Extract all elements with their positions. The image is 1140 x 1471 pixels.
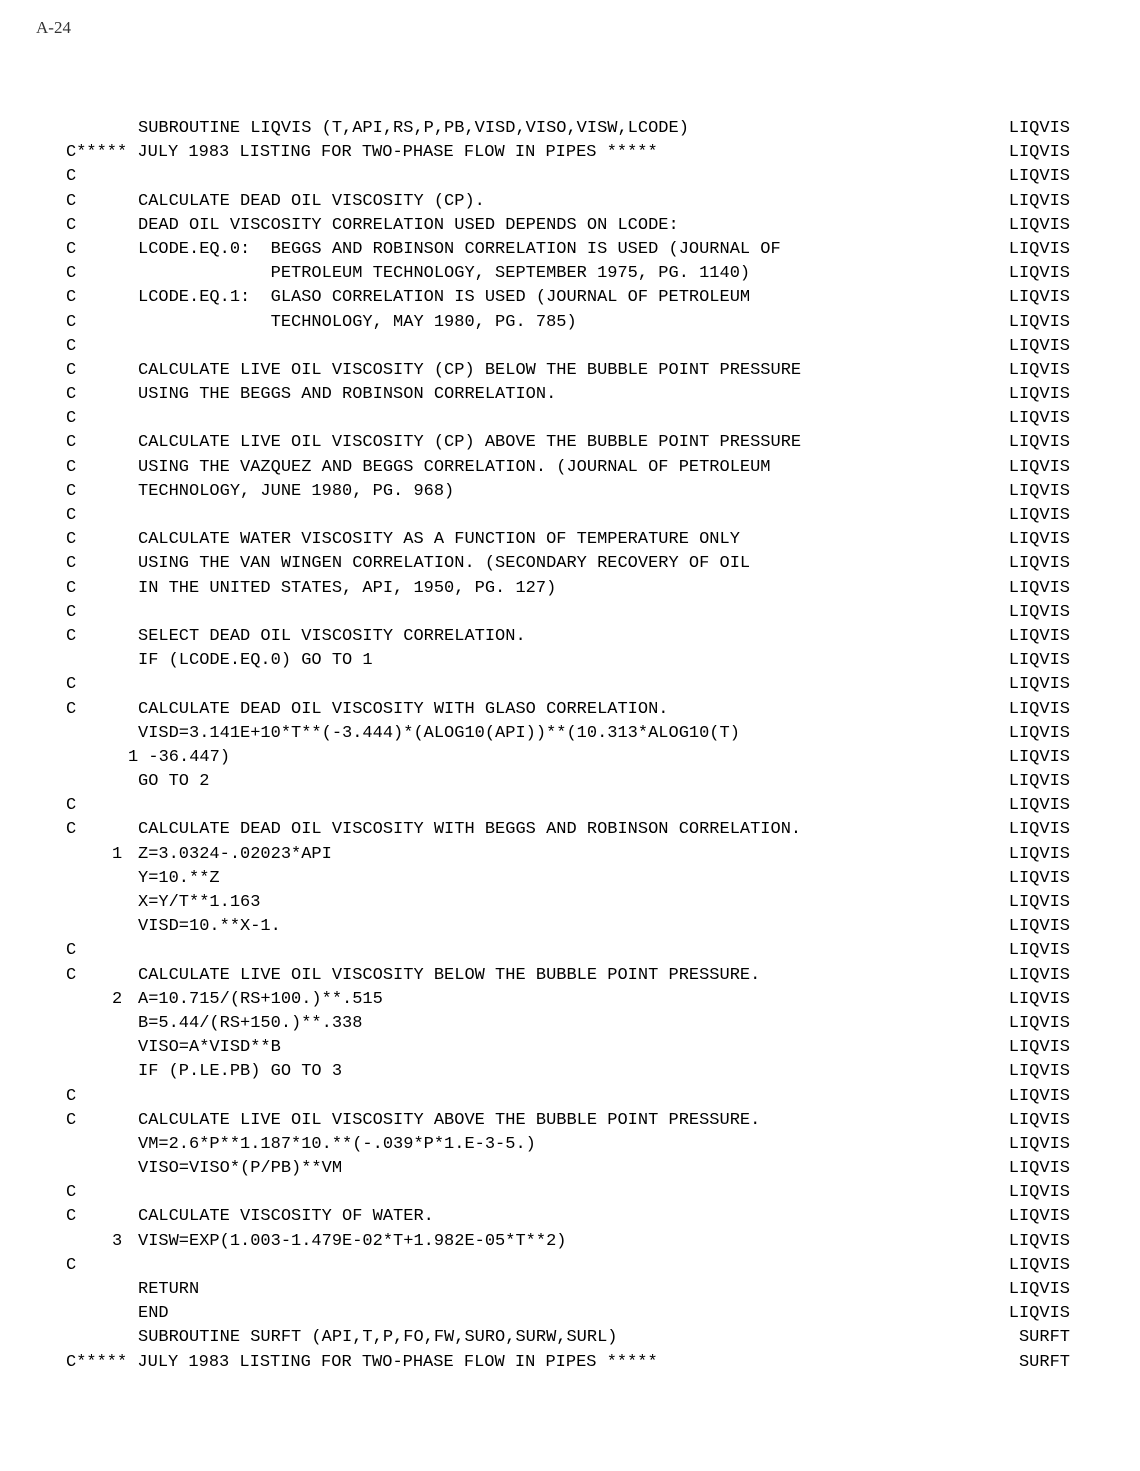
code-line	[0, 456, 1140, 480]
code-text: LCODE.EQ.0: BEGGS AND ROBINSON CORRELATION IS USED (JOURNAL OF	[138, 239, 781, 259]
code-line	[0, 238, 1140, 262]
sequence-id: LIQVIS	[1008, 506, 1070, 525]
code-line	[0, 891, 1140, 915]
code-line	[0, 311, 1140, 335]
code-line	[0, 286, 1140, 310]
code-text: USING THE VAN WINGEN CORRELATION. (SECONDARY RECOVERY OF OIL	[138, 554, 751, 574]
sequence-id: LIQVIS	[1008, 143, 1070, 163]
comment-marker: C	[66, 264, 77, 284]
sequence-id: LIQVIS	[1008, 264, 1070, 284]
code-text: TECHNOLOGY, JUNE 1980, PG. 968)	[138, 481, 455, 501]
code-line	[0, 383, 1140, 407]
code-line	[0, 190, 1140, 214]
code-line	[0, 552, 1140, 576]
code-line	[0, 262, 1140, 286]
sequence-id: LIQVIS	[1008, 312, 1070, 332]
code-text: VISO=VISO*(P/PB)**VM	[138, 1159, 343, 1179]
code-text: A=10.715/(RS+100.)**.515	[138, 989, 383, 1009]
code-text: SELECT DEAD OIL VISCOSITY CORRELATION.	[138, 626, 526, 646]
page-number: A-24	[36, 18, 71, 37]
comment-marker: C	[66, 965, 77, 985]
sequence-id: LIQVIS	[1008, 433, 1070, 453]
comment-marker: C	[66, 433, 77, 453]
code-line	[0, 1278, 1140, 1302]
code-text: CALCULATE DEAD OIL VISCOSITY (CP).	[138, 191, 485, 211]
code-line	[0, 1326, 1140, 1350]
code-text: CALCULATE LIVE OIL VISCOSITY ABOVE THE BUBBLE POINT PRESSURE.	[138, 1110, 761, 1130]
code-line	[0, 867, 1140, 891]
sequence-id: LIQVIS	[1008, 1304, 1070, 1324]
sequence-id: LIQVIS	[1008, 1207, 1070, 1227]
code-line	[0, 1060, 1140, 1084]
sequence-id: LIQVIS	[1008, 119, 1070, 138]
comment-marker: C	[66, 796, 77, 816]
code-line	[0, 698, 1140, 722]
sequence-id: LIQVIS	[1008, 1086, 1070, 1106]
code-line	[0, 1254, 1140, 1278]
sequence-id: LIQVIS	[1008, 288, 1070, 308]
comment-marker: C	[66, 626, 77, 646]
comment-marker: C	[66, 167, 77, 187]
comment-marker: C	[66, 360, 77, 380]
code-text: VISW=EXP(1.003-1.479E-02*T+1.982E-05*T**2)	[138, 1231, 567, 1251]
comment-marker: C	[66, 1207, 77, 1227]
code-line	[0, 1351, 1140, 1375]
statement-label: 3	[112, 1231, 123, 1251]
code-text: CALCULATE WATER VISCOSITY AS A FUNCTION OF TEMPERATURE ONLY	[138, 530, 740, 550]
sequence-id: LIQVIS	[1008, 651, 1070, 671]
sequence-id: LIQVIS	[1008, 578, 1070, 598]
sequence-id: LIQVIS	[1008, 796, 1070, 816]
sequence-id: LIQVIS	[1008, 1183, 1070, 1203]
sequence-id: LIQVIS	[1008, 1013, 1070, 1033]
code-line	[0, 673, 1140, 697]
code-line	[0, 1157, 1140, 1181]
comment-marker: C	[66, 554, 77, 574]
sequence-id: LIQVIS	[1008, 360, 1070, 380]
comment-marker: C	[66, 530, 77, 550]
code-text: DEAD OIL VISCOSITY CORRELATION USED DEPENDS ON LCODE:	[138, 215, 679, 235]
code-listing	[0, 117, 1140, 1375]
code-text: Z=3.0324-.02023*API	[138, 844, 332, 864]
code-text: VISD=10.**X-1.	[138, 917, 281, 937]
sequence-id: LIQVIS	[1008, 602, 1070, 622]
code-text: IF (LCODE.EQ.0) GO TO 1	[138, 651, 373, 671]
code-text: CALCULATE LIVE OIL VISCOSITY (CP) ABOVE THE BUBBLE POINT PRESSURE	[138, 433, 802, 453]
sequence-id: LIQVIS	[1008, 336, 1070, 356]
code-text: X=Y/T**1.163	[138, 893, 261, 912]
sequence-id: LIQVIS	[1008, 893, 1070, 912]
sequence-id: LIQVIS	[1008, 1159, 1070, 1179]
code-text: TECHNOLOGY, MAY 1980, PG. 785)	[138, 312, 577, 332]
code-text: END	[138, 1304, 169, 1324]
comment-marker: C	[66, 699, 77, 719]
code-line	[0, 770, 1140, 794]
continuation-line: 1 -36.447)	[128, 747, 231, 767]
sequence-id: LIQVIS	[1008, 844, 1070, 864]
sequence-id: LIQVIS	[1008, 917, 1070, 937]
statement-label: 1	[112, 844, 123, 864]
code-line	[0, 843, 1140, 867]
code-line	[0, 214, 1140, 238]
code-text: USING THE BEGGS AND ROBINSON CORRELATION.	[138, 385, 557, 405]
sequence-id: LIQVIS	[1008, 554, 1070, 574]
code-line	[0, 964, 1140, 988]
code-line	[0, 528, 1140, 552]
comment-marker: C	[66, 1110, 77, 1130]
code-text: CALCULATE LIVE OIL VISCOSITY (CP) BELOW THE BUBBLE POINT PRESSURE	[138, 360, 802, 380]
comment-marker: C	[66, 941, 77, 961]
code-line	[0, 1230, 1140, 1254]
sequence-id: LIQVIS	[1008, 1134, 1070, 1154]
code-text: VM=2.6*P**1.187*10.**(-.039*P*1.E-3-5.)	[138, 1134, 536, 1154]
sequence-id: LIQVIS	[1008, 1231, 1070, 1251]
code-text: LCODE.EQ.1: GLASO CORRELATION IS USED (JOURNAL OF PETROLEUM	[138, 288, 751, 308]
comment-marker: C	[66, 820, 77, 840]
sequence-id: LIQVIS	[1008, 772, 1070, 792]
sequence-id: LIQVIS	[1008, 530, 1070, 550]
comment-marker: C	[66, 506, 77, 525]
sequence-id: LIQVIS	[1008, 868, 1070, 888]
code-text: USING THE VAZQUEZ AND BEGGS CORRELATION. (JOURNAL OF PETROLEUM	[138, 457, 771, 477]
code-line	[0, 818, 1140, 842]
code-line	[0, 939, 1140, 963]
comment-marker: C	[66, 481, 77, 501]
sequence-id: LIQVIS	[1008, 965, 1070, 985]
code-text: RETURN	[138, 1280, 200, 1299]
code-text: B=5.44/(RS+150.)**.338	[138, 1013, 363, 1033]
code-line	[0, 794, 1140, 818]
code-line	[0, 407, 1140, 431]
sequence-id: LIQVIS	[1008, 1062, 1070, 1082]
code-text: CALCULATE DEAD OIL VISCOSITY WITH BEGGS AND ROBINSON CORRELATION.	[138, 820, 802, 840]
code-line	[0, 601, 1140, 625]
code-line	[0, 1036, 1140, 1060]
code-text: SUBROUTINE LIQVIS (T,API,RS,P,PB,VISD,VISO,VISW,LCODE)	[138, 119, 689, 138]
comment-marker: C***** JULY 1983 LISTING FOR TWO-PHASE FLOW IN PIPES *****	[66, 1352, 658, 1372]
code-line	[0, 1205, 1140, 1229]
sequence-id: SURFT	[1018, 1328, 1070, 1348]
comment-marker: C	[66, 602, 77, 622]
sequence-id: LIQVIS	[1008, 820, 1070, 840]
code-text: SUBROUTINE SURFT (API,T,P,FO,FW,SURO,SURW,SURL)	[138, 1328, 618, 1348]
code-line	[0, 625, 1140, 649]
code-text: IF (P.LE.PB) GO TO 3	[138, 1062, 343, 1082]
sequence-id: LIQVIS	[1008, 1280, 1070, 1299]
sequence-id: LIQVIS	[1008, 1255, 1070, 1275]
comment-marker: C	[66, 385, 77, 405]
comment-marker: C	[66, 1255, 77, 1275]
comment-marker: C	[66, 675, 77, 695]
code-line	[0, 359, 1140, 383]
code-text: VISO=A*VISD**B	[138, 1038, 281, 1058]
code-line	[0, 431, 1140, 455]
code-line	[0, 915, 1140, 939]
comment-marker: C	[66, 336, 77, 356]
code-line	[0, 117, 1140, 141]
sequence-id: LIQVIS	[1008, 723, 1070, 743]
code-line	[0, 1133, 1140, 1157]
code-line	[0, 722, 1140, 746]
code-line	[0, 165, 1140, 189]
code-line	[0, 988, 1140, 1012]
code-line	[0, 1181, 1140, 1205]
code-text: CALCULATE VISCOSITY OF WATER.	[138, 1207, 434, 1227]
comment-marker: C	[66, 288, 77, 308]
sequence-id: LIQVIS	[1008, 481, 1070, 501]
comment-marker: C***** JULY 1983 LISTING FOR TWO-PHASE FLOW IN PIPES *****	[66, 143, 658, 163]
code-line	[0, 504, 1140, 528]
sequence-id: LIQVIS	[1008, 1038, 1070, 1058]
code-line	[0, 480, 1140, 504]
comment-marker: C	[66, 1086, 77, 1106]
code-text: VISD=3.141E+10*T**(-3.444)*(ALOG10(API))**(10.313*ALOG10(T)	[138, 723, 740, 743]
statement-label: 2	[112, 989, 123, 1009]
sequence-id: LIQVIS	[1008, 747, 1070, 767]
code-line	[0, 746, 1140, 770]
comment-marker: C	[66, 239, 77, 259]
sequence-id: LIQVIS	[1008, 941, 1070, 961]
comment-marker: C	[66, 215, 77, 235]
sequence-id: LIQVIS	[1008, 626, 1070, 646]
code-text: IN THE UNITED STATES, API, 1950, PG. 127)	[138, 578, 557, 598]
comment-marker: C	[66, 191, 77, 211]
comment-marker: C	[66, 1183, 77, 1203]
sequence-id: LIQVIS	[1008, 239, 1070, 259]
comment-marker: C	[66, 578, 77, 598]
code-text: PETROLEUM TECHNOLOGY, SEPTEMBER 1975, PG. 1140)	[138, 264, 751, 284]
code-line	[0, 649, 1140, 673]
comment-marker: C	[66, 457, 77, 477]
sequence-id: LIQVIS	[1008, 457, 1070, 477]
code-text: CALCULATE DEAD OIL VISCOSITY WITH GLASO CORRELATION.	[138, 699, 669, 719]
sequence-id: LIQVIS	[1008, 675, 1070, 695]
code-line	[0, 1085, 1140, 1109]
code-line	[0, 1302, 1140, 1326]
sequence-id: LIQVIS	[1008, 215, 1070, 235]
sequence-id: LIQVIS	[1008, 167, 1070, 187]
code-line	[0, 577, 1140, 601]
code-text: GO TO 2	[138, 772, 210, 792]
comment-marker: C	[66, 409, 77, 429]
sequence-id: LIQVIS	[1008, 409, 1070, 429]
code-text: Y=10.**Z	[138, 868, 220, 888]
code-line	[0, 335, 1140, 359]
sequence-id: SURFT	[1018, 1352, 1070, 1372]
sequence-id: LIQVIS	[1008, 191, 1070, 211]
code-line	[0, 1012, 1140, 1036]
sequence-id: LIQVIS	[1008, 385, 1070, 405]
code-line	[0, 1109, 1140, 1133]
sequence-id: LIQVIS	[1008, 1110, 1070, 1130]
comment-marker: C	[66, 312, 77, 332]
code-line	[0, 141, 1140, 165]
code-text: CALCULATE LIVE OIL VISCOSITY BELOW THE BUBBLE POINT PRESSURE.	[138, 965, 761, 985]
sequence-id: LIQVIS	[1008, 699, 1070, 719]
sequence-id: LIQVIS	[1008, 989, 1070, 1009]
